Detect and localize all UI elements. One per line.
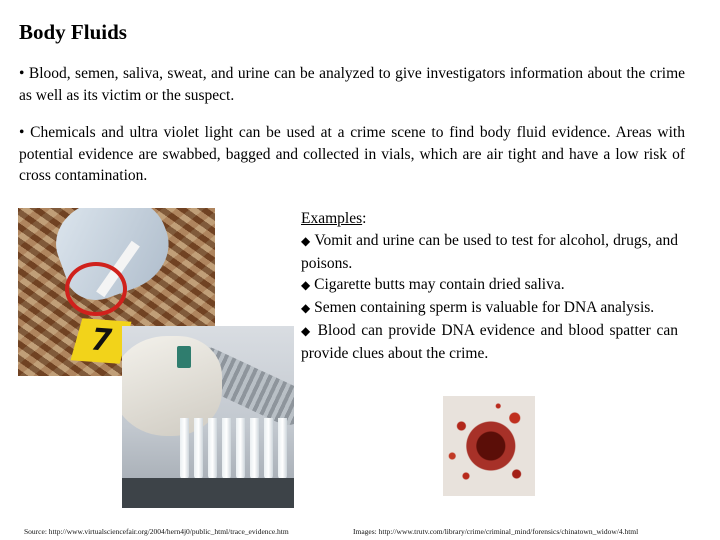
vial	[222, 418, 231, 480]
diamond-bullet-icon: ◆	[301, 278, 311, 293]
paragraph-body-fluids-analysis: • Blood, semen, saliva, sweat, and urine can be analyzed to give investigators information about the crime as well as its victim or the suspect.	[19, 65, 685, 104]
source-citation: Source: http://www.virtualsciencefair.org/2004/hern4j0/public_html/trace_evidence.htm	[24, 527, 289, 536]
example-item	[301, 320, 678, 365]
lab-gloved-hand	[122, 336, 222, 436]
example-item-text: Vomit and urine can be used to test for alcohol, drugs, and poisons.	[301, 231, 678, 272]
diamond-bullet-icon: ◆	[301, 233, 311, 248]
photo-blood-spatter	[443, 396, 535, 496]
example-item	[301, 297, 678, 320]
photo-lab-vials	[122, 326, 294, 508]
vial-rack	[122, 478, 294, 508]
vial	[208, 418, 217, 480]
diamond-bullet-icon: ◆	[301, 323, 313, 338]
vial-cap	[177, 346, 191, 368]
vial	[264, 418, 273, 480]
example-item-text: Cigarette butts may contain dried saliva.	[314, 276, 565, 294]
slide-title: Body Fluids	[19, 20, 127, 44]
example-item	[301, 274, 678, 297]
examples-block	[301, 208, 678, 365]
examples-heading	[301, 208, 678, 230]
vial	[278, 418, 287, 480]
examples-heading-colon: :	[362, 210, 367, 227]
example-item-text: Blood can provide DNA evidence and blood spatter can provide clues about the crime.	[301, 321, 678, 362]
image-citation: Images: http://www.trutv.com/library/crime/criminal_mind/forensics/chinatown_widow/4.html	[353, 527, 639, 536]
vial	[250, 418, 259, 480]
diamond-bullet-icon: ◆	[301, 301, 311, 316]
examples-heading-text: Examples	[301, 210, 363, 227]
vial	[194, 418, 203, 480]
example-item-text: Semen containing sperm is valuable for DNA analysis.	[314, 299, 655, 317]
example-item	[301, 230, 678, 275]
paragraph-collection-methods: • Chemicals and ultra violet light can be used at a crime scene to find body fluid evidence. Areas with potential evidence are swabbed, bagged and collected in vials, which are air tight and have a low risk of cross contamination.	[19, 124, 685, 184]
vial	[180, 418, 189, 480]
evidence-circle	[65, 262, 127, 316]
vial	[236, 418, 245, 480]
evidence-marker: 7	[71, 318, 132, 363]
